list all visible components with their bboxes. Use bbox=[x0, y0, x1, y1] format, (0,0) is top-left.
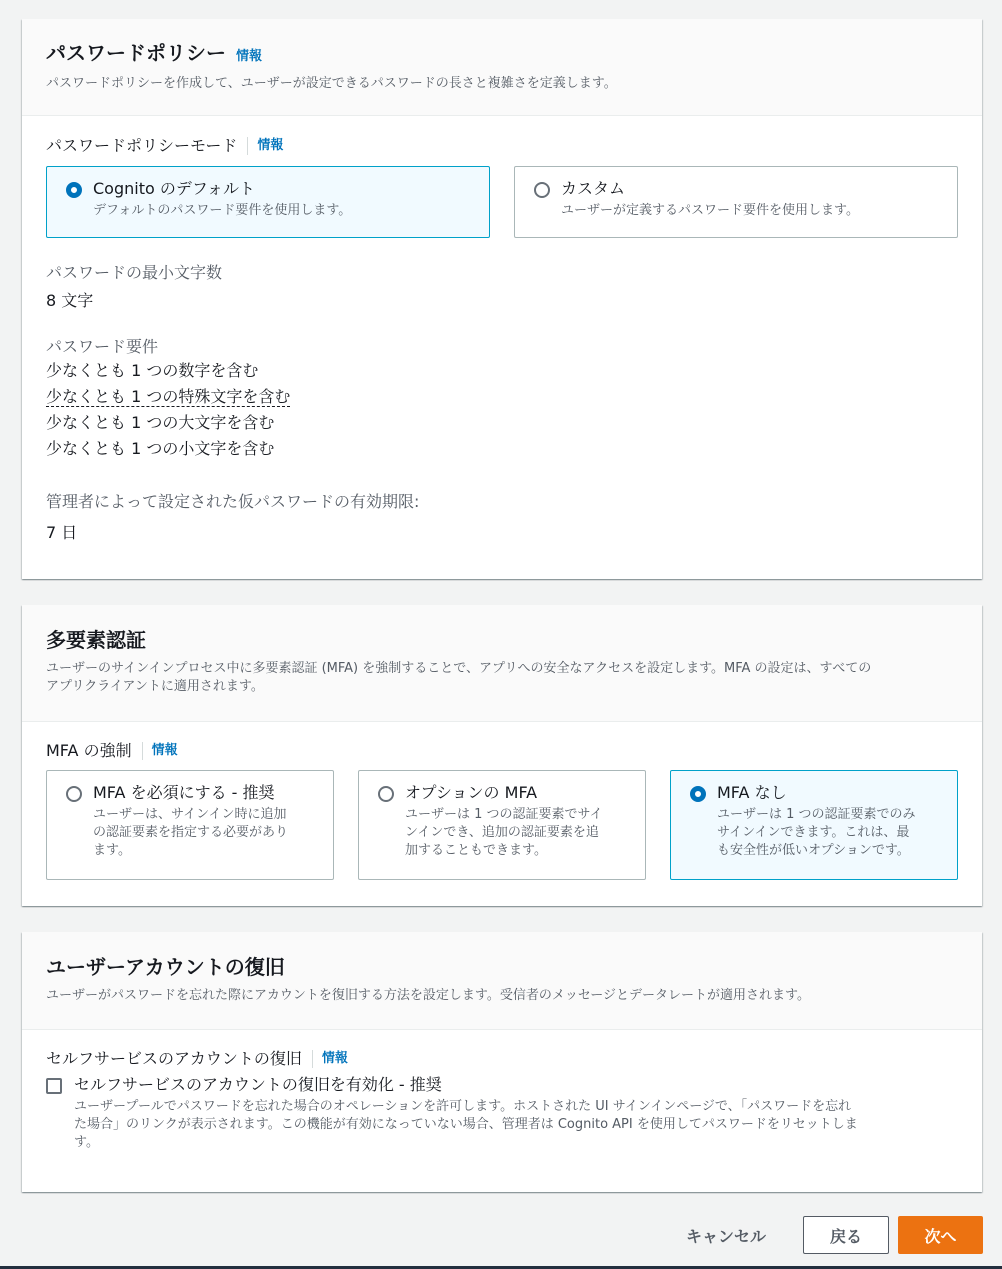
mfa-title: 多要素認証 bbox=[46, 628, 146, 652]
next-button[interactable]: 次へ bbox=[898, 1216, 983, 1254]
tile-description-line: 加することもできます。 bbox=[405, 843, 547, 858]
account-recovery-panel bbox=[22, 932, 982, 1192]
policy-mode-custom-tile[interactable] bbox=[514, 166, 958, 238]
tile-description bbox=[717, 806, 941, 860]
mfa-required-tile[interactable] bbox=[46, 770, 334, 880]
temp-expiry-label: 管理者によって設定された仮パスワードの有効期限: bbox=[46, 492, 420, 511]
radio-mfa-none[interactable] bbox=[690, 786, 706, 802]
policy-mode-label: パスワードポリシーモード bbox=[46, 136, 238, 155]
tile-title: カスタム bbox=[561, 179, 626, 198]
tile-description-line: サインインできます。これは、最 bbox=[717, 825, 910, 840]
recovery-title: ユーザーアカウントの復旧 bbox=[46, 955, 285, 979]
tile-title: Cognito のデフォルト bbox=[93, 179, 256, 198]
password-policy-body bbox=[22, 135, 982, 546]
requirement-item bbox=[46, 384, 958, 410]
checkbox-description-line: ユーザープールでパスワードを忘れた場合のオペレーションを許可します。ホストされた UI サインインページで、「パスワードを忘れ bbox=[74, 1099, 852, 1114]
radio-custom[interactable] bbox=[534, 182, 550, 198]
label-separator bbox=[142, 742, 143, 760]
checkbox-description-line: す。 bbox=[74, 1135, 99, 1150]
password-policy-panel bbox=[22, 19, 982, 579]
tile-description bbox=[93, 806, 317, 860]
mfa-tiles bbox=[46, 770, 958, 880]
password-policy-title-row bbox=[46, 39, 958, 71]
checkbox-description-line: た場合」のリンクが表示されます。この機能が有効になっていない場合、管理者は Cognito API を使用してパスワードをリセットしま bbox=[74, 1117, 858, 1132]
mfa-description-line: ユーザーのサインインプロセス中に多要素認証 (MFA) を強制することで、アプリへの安全なアクセスを設定します。MFA の設定は、すべての bbox=[46, 661, 872, 676]
self-service-info-link[interactable]: 情報 bbox=[321, 1051, 348, 1066]
password-policy-description: パスワードポリシーを作成して、ユーザーが設定できるパスワードの長さと複雑さを定義します。 bbox=[46, 76, 617, 91]
min-length-label: パスワードの最小文字数 bbox=[46, 263, 223, 282]
tile-title: オプションの MFA bbox=[405, 783, 538, 802]
cancel-button[interactable]: キャンセル bbox=[685, 1226, 766, 1246]
password-policy-info-link[interactable]: 情報 bbox=[236, 49, 263, 64]
requirements-list bbox=[46, 358, 958, 462]
policy-mode-tiles bbox=[46, 166, 958, 238]
radio-mfa-required[interactable] bbox=[66, 786, 82, 802]
min-length-value: 8 文字 bbox=[46, 291, 94, 310]
tile-description: デフォルトのパスワード要件を使用します。 bbox=[93, 203, 352, 218]
radio-mfa-optional[interactable] bbox=[378, 786, 394, 802]
tile-description-line: ユーザーは 1 つの認証要素でのみ bbox=[717, 807, 916, 822]
policy-mode-label-row bbox=[46, 135, 958, 157]
policy-mode-info-link[interactable]: 情報 bbox=[257, 138, 284, 153]
mfa-description bbox=[46, 660, 958, 696]
mfa-enforce-label-row bbox=[46, 740, 958, 762]
tile-description bbox=[405, 806, 629, 860]
self-service-checkbox-row[interactable] bbox=[46, 1075, 958, 1152]
tile-title: MFA なし bbox=[717, 783, 787, 802]
password-policy-title: パスワードポリシー bbox=[46, 41, 226, 65]
temp-expiry-value: 7 日 bbox=[46, 523, 78, 542]
tile-description-line: ます。 bbox=[93, 843, 131, 858]
mfa-panel bbox=[22, 605, 982, 906]
self-service-label-row bbox=[46, 1048, 958, 1070]
mfa-optional-tile[interactable] bbox=[358, 770, 646, 880]
password-policy-header bbox=[22, 19, 982, 116]
recovery-description: ユーザーがパスワードを忘れた際にアカウントを復旧する方法を設定します。受信者のメッセージとデータレートが適用されます。 bbox=[46, 988, 811, 1003]
mfa-body bbox=[22, 740, 982, 880]
tile-description-line: の認証要素を指定する必要があり bbox=[93, 825, 289, 840]
tile-description-line: ンインでき、追加の認証要素を追 bbox=[405, 825, 599, 840]
tile-description-line: ユーザーは、サインイン時に追加 bbox=[93, 807, 287, 822]
recovery-header bbox=[22, 932, 982, 1030]
recovery-body bbox=[22, 1048, 982, 1152]
requirement-item: 少なくとも 1 つの小文字を含む bbox=[46, 439, 275, 458]
mfa-none-tile[interactable] bbox=[670, 770, 958, 880]
requirement-item: 少なくとも 1 つの大文字を含む bbox=[46, 413, 275, 432]
self-service-label: セルフサービスのアカウントの復旧 bbox=[46, 1049, 302, 1068]
self-service-checkbox-label[interactable]: セルフサービスのアカウントの復旧を有効化 - 推奨 bbox=[74, 1075, 442, 1094]
label-separator bbox=[247, 137, 248, 155]
self-service-checkbox[interactable] bbox=[46, 1078, 62, 1094]
requirements-label: パスワード要件 bbox=[46, 337, 159, 356]
mfa-enforce-info-link[interactable]: 情報 bbox=[151, 743, 178, 758]
self-service-checkbox-description bbox=[74, 1098, 958, 1152]
tile-title: MFA を必須にする - 推奨 bbox=[93, 783, 275, 802]
label-separator bbox=[312, 1050, 313, 1068]
tile-description: ユーザーが定義するパスワード要件を使用します。 bbox=[561, 203, 859, 218]
tile-description-line: も安全性が低いオプションです。 bbox=[717, 843, 910, 858]
radio-cognito-default[interactable] bbox=[66, 182, 82, 198]
requirement-item: 少なくとも 1 つの数字を含む bbox=[46, 361, 259, 380]
back-button[interactable]: 戻る bbox=[803, 1216, 889, 1254]
policy-mode-cognito-default-tile[interactable] bbox=[46, 166, 490, 238]
mfa-enforce-label: MFA の強制 bbox=[46, 741, 132, 760]
tile-description-line: ユーザーは 1 つの認証要素でサイ bbox=[405, 807, 603, 822]
mfa-header bbox=[22, 605, 982, 722]
requirement-special-char[interactable]: 少なくとも 1 つの特殊文字を含む bbox=[46, 387, 291, 406]
mfa-description-line: アプリクライアントに適用されます。 bbox=[46, 679, 264, 694]
